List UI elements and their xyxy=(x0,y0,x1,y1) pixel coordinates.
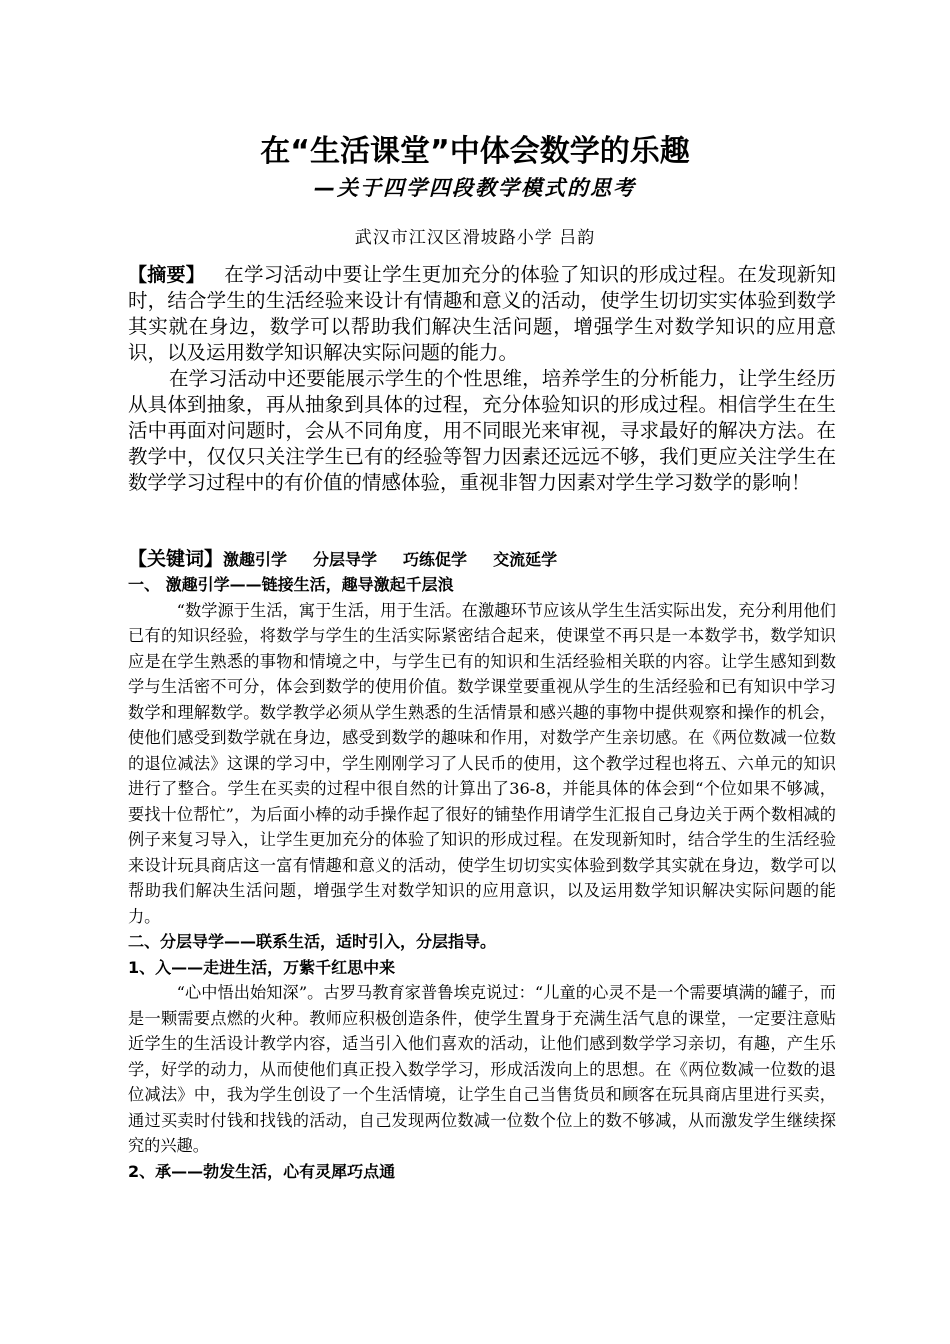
section-1-paragraph: “数学源于生活，寓于生活，用于生活。在激趣环节应该从学生生活实际出发，充分利用他们已有的知识经验，将数学与学生的生活实际紧密结合起来，使课堂不再只是一本数学书，数学知识应是在学生熟悉的事物和情境之中，与学生已有的知识和生活经验相关联的内容。让学生感知到数学与生活密不可分，体会到数学的使用价值。数学课堂要重视从学生的生活经验和已有知识中学习数学和理解数学。数学教学必须从学生熟悉的生活情景和感兴趣的事物中提供观察和操作的机会，使他们感受到数学就在身边，感受到数学的趣味和作用，对数学产生亲切感。在《两位数减一位数的退位减法》这课的学习中，学生刚刚学习了人民币的使用，这个教学过程也将五、六单元的知识进行了整合。学生在买卖的过程中很自然的计算出了36-8，并能具体的体会到“个位如果不够减，要找十位帮忙”，为后面小棒的动手操作起了很好的铺垫作用请学生汇报自己身边关于两个数相减的例子来复习导入，让学生更加充分的体验了知识的形成过程。在发现新知时，结合学生的生活经验来设计玩具商店这一富有情趣和意义的活动，使学生切切实实体验到数学其实就在身边，数学可以帮助我们解决生活问题，增强学生对数学知识的应用意识，以及运用数学知识解决实际问题的能力。 xyxy=(128,600,836,926)
section-2-heading: 二、分层导学——联系生活，适时引入，分层指导。 xyxy=(128,932,497,951)
keyword-item: 交流延学 xyxy=(493,550,558,569)
abstract-paragraph-2: 在学习活动中还要能展示学生的个性思维，培养学生的分析能力，让学生经历从具体到抽象，再从抽象到具体的过程，充分体验知识的形成过程。相信学生在生活中再面对问题时，会从不同角度，用不同眼光来审视，寻求最好的解决方法。在教学中，仅仅只关注学生已有的经验等智力因素还远远不够，我们更应关注学生在数学学习过程中的有价值的情感体验，重视非智力因素对学生学习数学的影响！ xyxy=(128,367,836,494)
section-1-heading: 一、 激趣引学——链接生活，趣导激起千层浪 xyxy=(128,575,454,594)
keyword-item: 巧练促学 xyxy=(403,550,468,569)
keywords-label: 【关键词】 xyxy=(128,548,224,570)
page-subtitle: —关于四学四段教学模式的思考 xyxy=(314,176,636,200)
abstract-text-1: 在学习活动中要让学生更加充分的体验了知识的形成过程。在发现新知时，结合学生的生活经验来设计有情趣和意义的活动，使学生切切实实体验到数学其实就在身边，数学可以帮助我们解决生活问题，增强学生对数学知识的应用意识，以及运用数学知识解决实际问题的能力。 xyxy=(128,263,836,364)
section-2-1-paragraph: “心中悟出始知深”。古罗马教育家普鲁埃克说过：“儿童的心灵不是一个需要填满的罐子，而是一颗需要点燃的火种。教师应积极创造条件，使学生置身于充满生活气息的课堂，一定要注意贴近学生的生活设计教学内容，适当引入他们喜欢的活动，让他们感到数学学习亲切，有趣，产生乐学，好学的动力，从而使他们真正投入数学学习，形成活泼向上的思想。在《两位数减一位数的退位减法》中，我为学生创设了一个生活情境，让学生自己当售货员和顾客在玩具商店里进行买卖，通过买卖时付钱和找钱的活动，自己发现两位数减一位数个位上的数不够减，从而激发学生继续探究的兴趣。 xyxy=(128,983,836,1155)
section-2-1-heading: 1、入——走进生活，万紫千红思中来 xyxy=(128,957,396,977)
article-body xyxy=(128,572,836,1184)
abstract-paragraph-1 xyxy=(128,262,836,366)
section-2-2-heading: 2、承——勃发生活，心有灵犀巧点通 xyxy=(128,1161,396,1181)
keyword-item: 激趣引学 xyxy=(223,550,288,569)
abstract xyxy=(128,262,836,496)
keywords xyxy=(128,546,836,573)
abstract-label: 【摘要】 xyxy=(128,264,205,286)
author-line: 武汉市江汉区滑坡路小学 吕韵 xyxy=(354,228,596,248)
page-title: 在“生活课堂”中体会数学的乐趣 xyxy=(260,134,690,169)
keyword-item: 分层导学 xyxy=(313,550,378,569)
